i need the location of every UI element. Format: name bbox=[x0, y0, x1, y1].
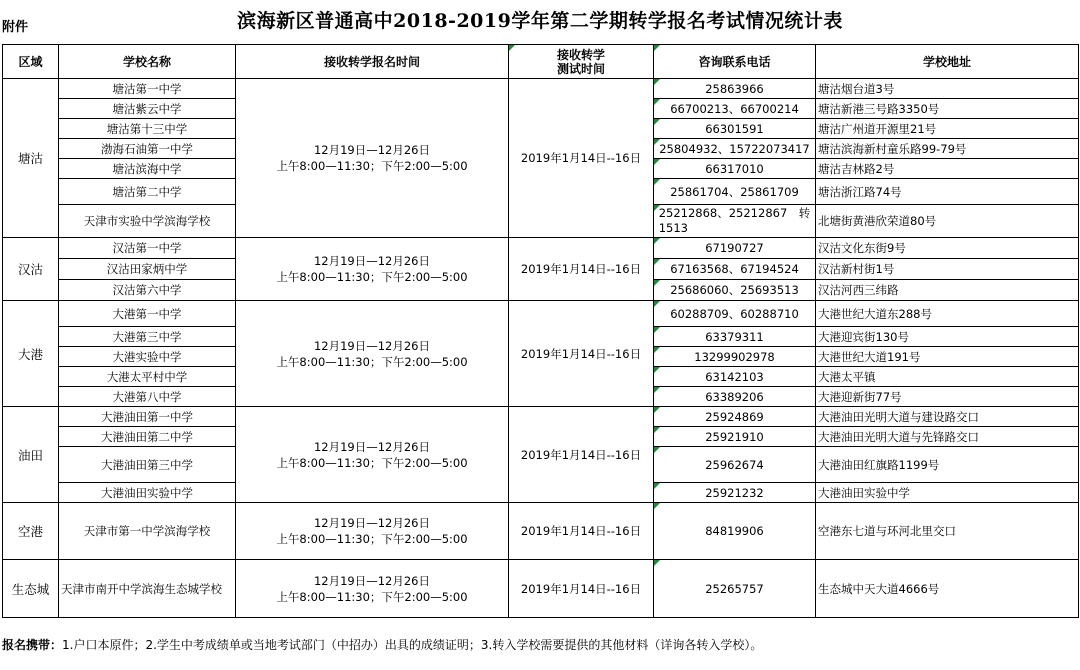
school-name: 大港油田第一中学 bbox=[59, 407, 236, 427]
address-cell: 大港油田实验中学 bbox=[816, 483, 1079, 503]
document-header bbox=[0, 0, 1080, 44]
phone-cell: 67190727 bbox=[654, 238, 816, 259]
address-cell: 大港油田光明大道与先锋路交口 bbox=[816, 427, 1079, 447]
region-cell: 油田 bbox=[3, 407, 59, 503]
footer-text: 1.户口本原件；2.学生中考成绩单或当地考试部门（中招办）出具的成绩证明；3.转入学校需要提供的其他材料（详询各转入学校）。 bbox=[62, 638, 763, 652]
school-name: 天津市南开中学滨海生态城学校 bbox=[59, 560, 236, 618]
school-name: 塘沽滨海中学 bbox=[59, 159, 236, 179]
apply-time-dates: 12月19日—12月26日 bbox=[313, 573, 431, 588]
address-cell: 塘沽广州道开源里21号 bbox=[816, 119, 1079, 139]
test-time-cell: 2019年1月14日--16日 bbox=[509, 301, 654, 407]
phone-cell: 25924869 bbox=[654, 407, 816, 427]
address-cell: 生态城中天大道4666号 bbox=[816, 560, 1079, 618]
attachment-label: 附件 bbox=[2, 20, 29, 35]
table-row bbox=[3, 560, 1079, 618]
page-title: 滨海新区普通高中2018-2019学年第二学期转学报名考试情况统计表 bbox=[237, 10, 843, 32]
region-cell: 汉沽 bbox=[3, 238, 59, 301]
apply-time-dates: 12月19日—12月26日 bbox=[313, 439, 431, 454]
table-row bbox=[3, 407, 1079, 427]
apply-time-dates: 12月19日—12月26日 bbox=[313, 254, 431, 268]
footer-label: 报名携带： bbox=[2, 638, 63, 652]
phone-cell: 25861704、25861709 bbox=[654, 179, 816, 205]
school-name: 大港第八中学 bbox=[59, 387, 236, 407]
address-cell: 汉沽河西三纬路 bbox=[816, 280, 1079, 301]
phone-cell: 63142103 bbox=[654, 367, 816, 387]
school-name: 汉沽第六中学 bbox=[59, 280, 236, 301]
region-cell: 塘沽 bbox=[3, 79, 59, 238]
address-cell: 大港世纪大道191号 bbox=[816, 347, 1079, 367]
school-name: 渤海石油第一中学 bbox=[59, 139, 236, 159]
address-cell: 大港太平镇 bbox=[816, 367, 1079, 387]
apply-time-hours: 上午8:00—11:30；下午2:00—5:00 bbox=[276, 455, 468, 470]
phone-cell: 25962674 bbox=[654, 447, 816, 483]
header-test-time bbox=[509, 45, 654, 79]
apply-time-hours: 上午8:00—11:30；下午2:00—5:00 bbox=[276, 532, 468, 546]
phone-line-2: 1513 bbox=[658, 221, 688, 235]
phone-cell: 25265757 bbox=[654, 560, 816, 618]
address-cell: 大港迎新街77号 bbox=[816, 387, 1079, 407]
school-name: 大港太平村中学 bbox=[59, 367, 236, 387]
test-time-cell: 2019年1月14日--16日 bbox=[509, 560, 654, 618]
apply-time-hours: 上午8:00—11:30；下午2:00—5:00 bbox=[276, 159, 468, 173]
apply-time-cell bbox=[236, 238, 509, 301]
phone-cell: 66301591 bbox=[654, 119, 816, 139]
address-cell: 大港世纪大道东288号 bbox=[816, 301, 1079, 327]
header-test-time-line2: 测试时间 bbox=[556, 61, 605, 76]
phone-cell: 63389206 bbox=[654, 387, 816, 407]
apply-time-dates: 12月19日—12月26日 bbox=[313, 338, 431, 353]
test-time-cell: 2019年1月14日--16日 bbox=[509, 503, 654, 560]
table-row bbox=[3, 301, 1079, 327]
school-name: 塘沽第十三中学 bbox=[59, 119, 236, 139]
school-name: 大港油田第二中学 bbox=[59, 427, 236, 447]
phone-cell: 25921910 bbox=[654, 427, 816, 447]
test-time-cell: 2019年1月14日--16日 bbox=[509, 238, 654, 301]
header-address: 学校地址 bbox=[816, 45, 1079, 79]
apply-time-hours: 上午8:00—11:30；下午2:00—5:00 bbox=[276, 589, 468, 604]
apply-time-dates: 12月19日—12月26日 bbox=[313, 516, 431, 530]
phone-cell: 25863966 bbox=[654, 79, 816, 99]
table-row bbox=[3, 79, 1079, 99]
phone-cell: 60288709、60288710 bbox=[654, 301, 816, 327]
address-cell: 北塘街黄港欣荣道80号 bbox=[816, 205, 1079, 238]
school-name: 汉沽第一中学 bbox=[59, 238, 236, 259]
table-row bbox=[3, 238, 1079, 259]
school-name: 汉沽田家炳中学 bbox=[59, 259, 236, 280]
region-cell: 大港 bbox=[3, 301, 59, 407]
header-apply-time: 接收转学报名时间 bbox=[236, 45, 509, 79]
test-time-cell: 2019年1月14日--16日 bbox=[509, 79, 654, 238]
address-cell: 汉沽文化东街9号 bbox=[816, 238, 1079, 259]
header-phone: 咨询联系电话 bbox=[654, 45, 816, 79]
footer-note bbox=[2, 636, 1078, 654]
address-cell: 汉沽新村街1号 bbox=[816, 259, 1079, 280]
apply-time-hours: 上午8:00—11:30；下午2:00—5:00 bbox=[276, 354, 468, 369]
address-cell: 塘沽吉林路2号 bbox=[816, 159, 1079, 179]
phone-cell: 67163568、67194524 bbox=[654, 259, 816, 280]
school-name: 塘沽紫云中学 bbox=[59, 99, 236, 119]
region-cell: 空港 bbox=[3, 503, 59, 560]
statistics-table bbox=[2, 44, 1079, 618]
address-cell: 塘沽烟台道3号 bbox=[816, 79, 1079, 99]
school-name: 大港油田第三中学 bbox=[59, 447, 236, 483]
phone-cell: 13299902978 bbox=[654, 347, 816, 367]
school-name: 大港实验中学 bbox=[59, 347, 236, 367]
phone-cell: 66317010 bbox=[654, 159, 816, 179]
address-cell: 大港迎宾街130号 bbox=[816, 327, 1079, 347]
school-name: 天津市第一中学滨海学校 bbox=[59, 503, 236, 560]
header-test-time-line1: 接收转学 bbox=[556, 47, 605, 62]
phone-multiline bbox=[659, 206, 811, 236]
school-name: 天津市实验中学滨海学校 bbox=[59, 205, 236, 238]
table-row bbox=[3, 503, 1079, 560]
address-cell: 塘沽浙江路74号 bbox=[816, 179, 1079, 205]
address-cell: 空港东七道与环河北里交口 bbox=[816, 503, 1079, 560]
apply-time-hours: 上午8:00—11:30；下午2:00—5:00 bbox=[276, 270, 468, 284]
phone-cell: 84819906 bbox=[654, 503, 816, 560]
school-name: 塘沽第一中学 bbox=[59, 79, 236, 99]
apply-time-dates: 12月19日—12月26日 bbox=[313, 143, 431, 157]
apply-time-cell bbox=[236, 301, 509, 407]
header-region: 区域 bbox=[3, 45, 59, 79]
phone-cell bbox=[654, 205, 816, 238]
header-school: 学校名称 bbox=[59, 45, 236, 79]
address-cell: 塘沽滨海新村童乐路99-79号 bbox=[816, 139, 1079, 159]
table-header-row bbox=[3, 45, 1079, 79]
phone-cell: 63379311 bbox=[654, 327, 816, 347]
apply-time-cell bbox=[236, 407, 509, 503]
region-cell: 生态城 bbox=[3, 560, 59, 618]
school-name: 塘沽第二中学 bbox=[59, 179, 236, 205]
test-time-cell: 2019年1月14日--16日 bbox=[509, 407, 654, 503]
address-cell: 大港油田红旗路1199号 bbox=[816, 447, 1079, 483]
school-name: 大港第一中学 bbox=[59, 301, 236, 327]
apply-time-cell bbox=[236, 503, 509, 560]
school-name: 大港第三中学 bbox=[59, 327, 236, 347]
school-name: 大港油田实验中学 bbox=[59, 483, 236, 503]
phone-cell: 25921232 bbox=[654, 483, 816, 503]
phone-cell: 25804932、15722073417 bbox=[654, 139, 816, 159]
phone-cell: 66700213、66700214 bbox=[654, 99, 816, 119]
phone-line-1: 25212868、25212867 转 bbox=[658, 206, 811, 220]
apply-time-cell bbox=[236, 79, 509, 238]
phone-cell: 25686060、25693513 bbox=[654, 280, 816, 301]
address-cell: 塘沽新港三号路3350号 bbox=[816, 99, 1079, 119]
address-cell: 大港油田光明大道与建设路交口 bbox=[816, 407, 1079, 427]
apply-time-cell bbox=[236, 560, 509, 618]
